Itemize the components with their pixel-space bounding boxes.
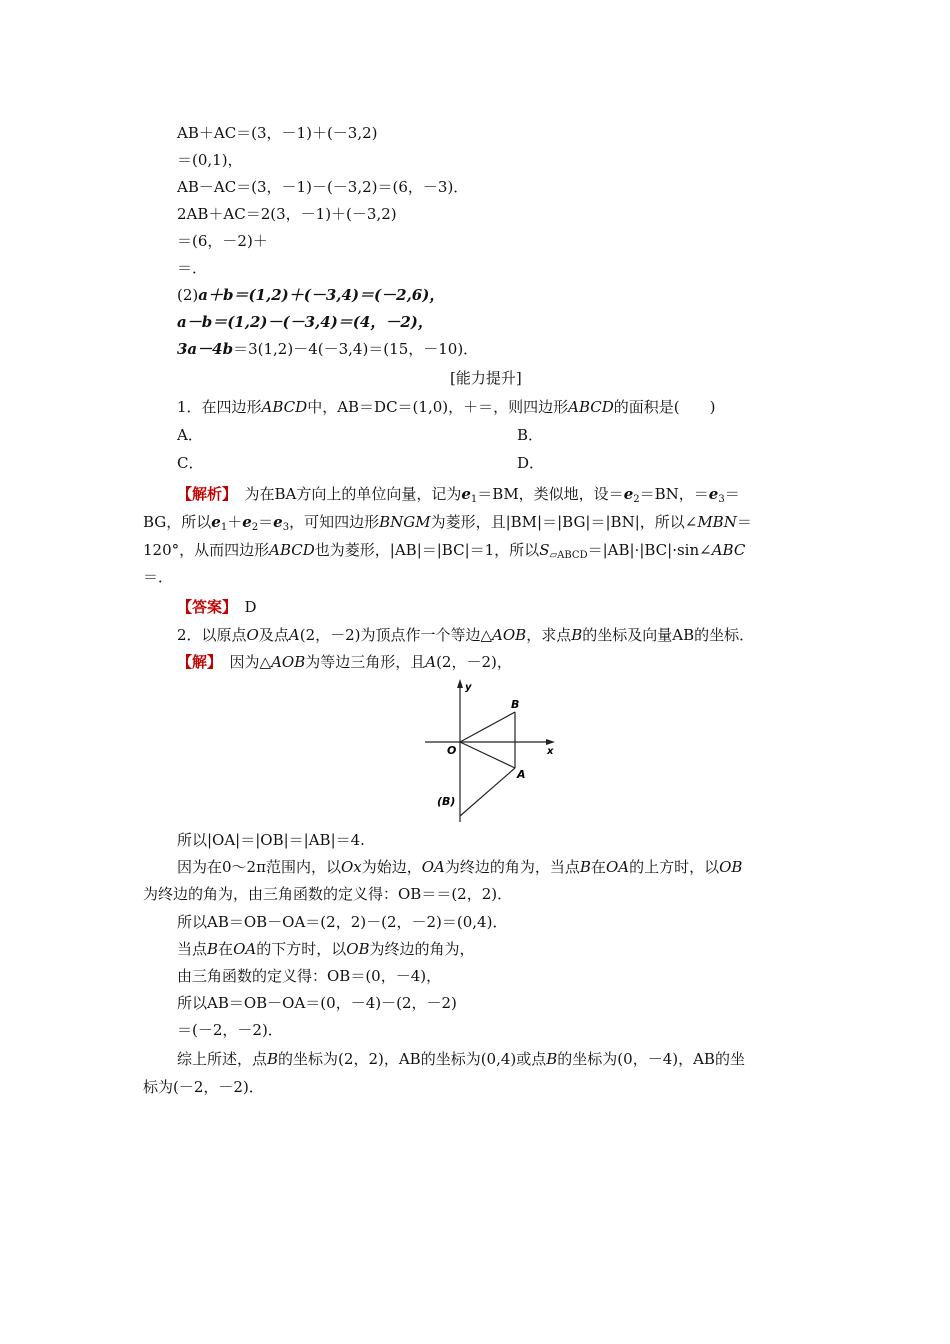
- vector-expression: a＋b＝(1,2)＋(－3,4)＝(－2,6)，: [198, 286, 445, 304]
- option-c: C．: [177, 454, 204, 472]
- origin-label: O: [447, 744, 457, 757]
- point-b-alt-label: (B): [437, 795, 456, 808]
- line-7: [177, 285, 444, 305]
- y-axis-arrow-icon: [457, 679, 463, 688]
- x-axis-label: x: [547, 746, 554, 757]
- analysis-line-1: 【解析】 为在BA方向上的单位向量，记为$e_1=BM$，类似地，设$=e_2=BN$，$=e_3=$: [177, 485, 740, 505]
- vector-expression: 3a－4b: [177, 340, 234, 358]
- analysis-line-4: ＝．: [143, 568, 174, 586]
- solution-line-6: 当点B在OA的下方时，以OB为终边的角为，: [177, 940, 475, 958]
- answer-line: [177, 597, 257, 617]
- line-1: AB＋AC＝(3，－1)＋(－3,2): [177, 124, 378, 142]
- solution-line-8: 所以AB＝OB－OA＝(0，－4)－(2，－2): [177, 994, 457, 1012]
- solution-line-4: 为终边的角为，由三角函数的定义得：OB＝＝(2，2)．: [143, 885, 513, 903]
- result-expression: ＝3(1,2)－4(－3,4)＝(15，－10)．: [233, 340, 479, 358]
- solution-line-5: 所以AB＝OB－OA＝(2，2)－(2，－2)＝(0,4)．: [177, 913, 508, 931]
- answer-tag: 【答案】: [177, 598, 230, 616]
- analysis-line-2: BG，所以$e_1+e_2=e_3$，可知四边形BNGM为菱形，且|BM|＝|BG|＝|BN|，所以∠MBN＝: [143, 513, 752, 533]
- analysis-line-3: 120°，从而四边形ABCD也为菱形，|AB|＝|BC|＝1，所以$S_{▱ABCD}=|AB|\cdot|BC|\cdot\sin\angle ABC$: [143, 541, 746, 561]
- solution-line-7: 由三角函数的定义得：OB＝(0，－4)，: [177, 967, 442, 985]
- segment-a-b2: [460, 768, 515, 816]
- segment-ob: [460, 712, 515, 742]
- line-8: a－b＝(1,2)－(－3,4)＝(4，－2)，: [177, 313, 433, 331]
- line-9: [177, 339, 478, 359]
- solution-line-2: 所以|OA|＝|OB|＝|AB|＝4.: [177, 831, 365, 849]
- solution-line-3: 因为在0～2π范围内，以Ox为始边，OA为终边的角为，当点B在OA的上方时，以OB: [177, 858, 743, 876]
- line-2: ＝(0,1)，: [177, 151, 243, 169]
- question-2-stem: 2．以原点O及点A(2，－2)为顶点作一个等边△AOB，求点B的坐标及向量AB的坐标．: [177, 626, 755, 644]
- solution-line-10: 综上所述，点B的坐标为(2，2)，AB的坐标为(0,4)或点B的坐标为(0，－4)，AB的坐: [177, 1050, 745, 1068]
- part-label: (2): [177, 286, 199, 304]
- question-1-stem: 1．在四边形ABCD中，AB＝DC＝(1,0)，＋＝，则四边形ABCD的面积是( ): [177, 398, 716, 416]
- segment-oa: [460, 742, 515, 768]
- line-5: ＝(6，－2)＋: [177, 232, 268, 250]
- analysis-tag: 【解析】: [177, 485, 230, 503]
- option-d: D．: [517, 454, 545, 472]
- option-b: B．: [517, 426, 544, 444]
- x-axis-arrow-icon: [546, 739, 555, 745]
- section-title: [能力提升]: [450, 369, 522, 387]
- solution-line-1: 【解】 因为△AOB为等边三角形，且A(2，－2)，: [177, 653, 512, 671]
- solution-line-9: ＝(－2，－2)．: [177, 1021, 283, 1039]
- solution-line-11: 标为(－2，－2)．: [143, 1078, 264, 1096]
- line-6: ＝．: [177, 259, 208, 277]
- point-b-label: B: [511, 698, 520, 711]
- line-3: AB－AC＝(3，－1)－(－3,2)＝(6，－3)．: [177, 178, 469, 196]
- line-4: 2AB＋AC＝2(3，－1)＋(－3,2): [177, 205, 397, 223]
- y-axis-label: y: [465, 682, 472, 693]
- point-a-label: A: [517, 768, 526, 781]
- solution-tag: 【解】: [177, 653, 215, 671]
- option-a: A．: [177, 426, 203, 444]
- answer-value: D: [229, 598, 257, 616]
- triangle-figure: [425, 676, 565, 822]
